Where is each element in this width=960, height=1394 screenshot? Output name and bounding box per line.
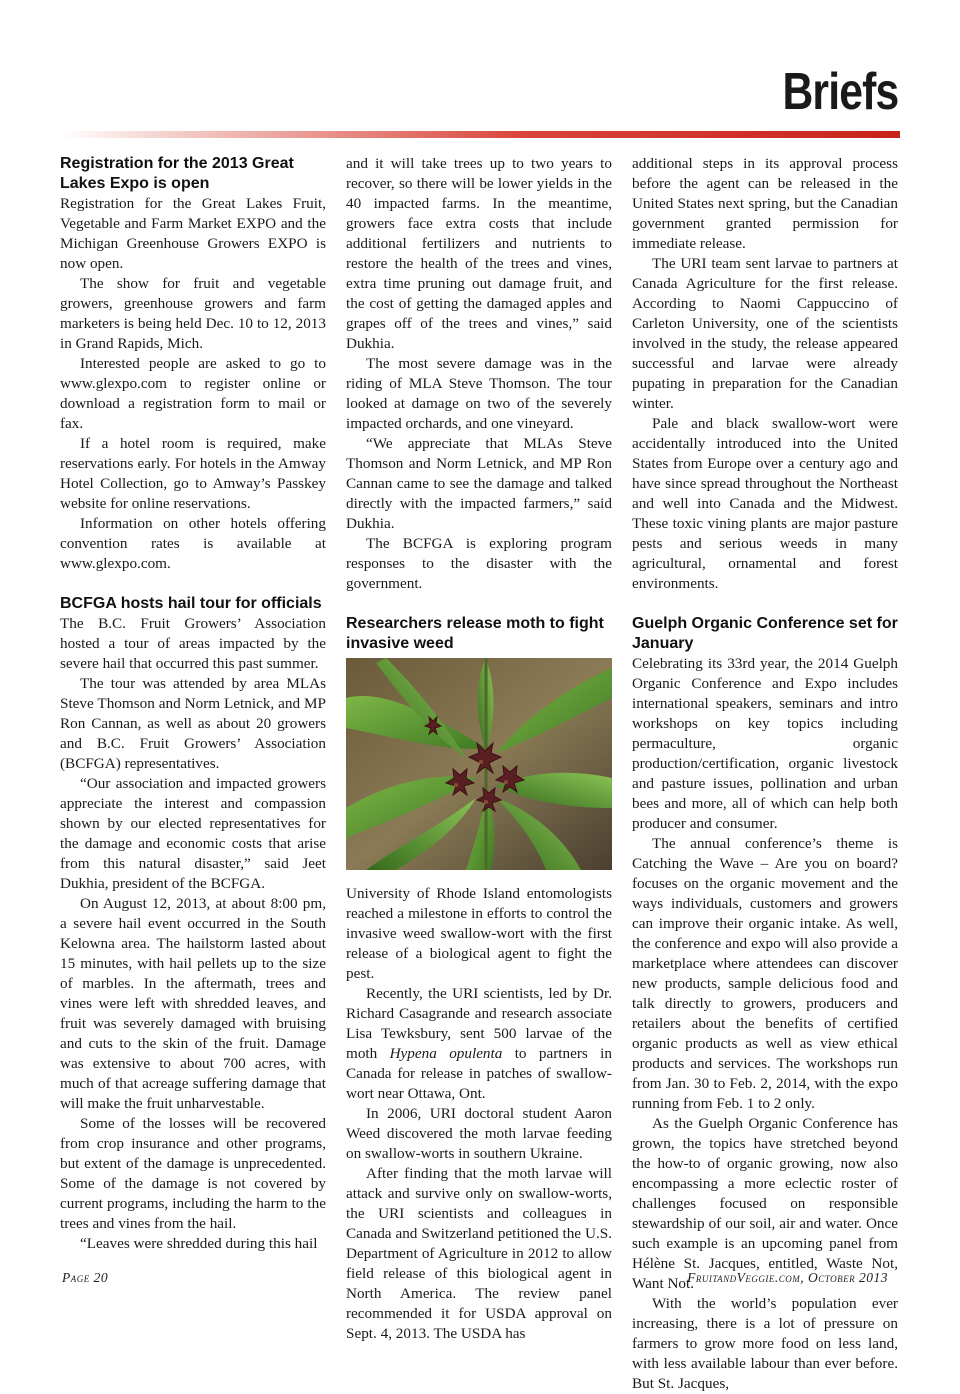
paragraph: The show for fruit and vegetable growers, greenhouse growers and farm marketers is being held Dec. 10 to 12, 2013 in Grand Rapids, Mich. <box>60 275 326 352</box>
paragraph: University of Rhode Island entomologists reached a milestone in efforts to control the invasive weed swallow-wort with the first release of a biological agent to fight the pest. <box>346 885 612 982</box>
paragraph: The annual conference’s theme is Catching the Wave – Are you on board? focuses on the organic movement and the ways individuals, customers and growers can improve their organic intake. As well, the conference and expo will also provide a marketplace where attendees can discover new products, sample delicious food and talk directly to growers, producers and retailers about the benefits of certified organic products as well as view ethical products and services. The workshops run from Jan. 30 to Feb. 2, 2014, with the expo running from Feb. 1 to 2 only. <box>632 835 898 1112</box>
headline-guelph-conference: Guelph Organic Conference set for January <box>632 615 898 652</box>
paragraph: The URI team sent larvae to partners at Canada Agriculture for the first release. According to Naomi Cappuccino of Carleton University, one of the scientists involved in the study, the release appeared successful and larvae were already pupating in preparation for the Canadian winter. <box>632 255 898 412</box>
paragraph: “We appreciate that MLAs Steve Thomson and Norm Letnick, and MP Ron Cannan came to see the damage and talked directly with the impacted farmers,” said Dukhia. <box>346 435 612 532</box>
swallow-wort-image <box>346 658 612 870</box>
paragraph: “Leaves were shredded during this hail <box>80 1235 318 1252</box>
paragraph: additional steps in its approval process before the agent can be released in the United States next spring, but the Canadian government granted permission for immediate release. <box>632 155 898 252</box>
publication-date: FruitandVeggie.com, October 2013 <box>687 1270 888 1285</box>
headline-bcfga-hail-tour: BCFGA hosts hail tour for officials <box>60 595 322 612</box>
paragraph: Some of the losses will be recovered from crop insurance and other programs, but extent of the damage is unprecedented. Some of the damage is not covered by current programs, including the harm to the trees and vines from the hail. <box>60 1115 326 1232</box>
column-1 <box>60 154 326 1254</box>
text-run: Recently, the URI scientists, led by Dr. Richard Casagrande and research associate Lisa Tewksbury, sent 500 larvae of the moth <box>346 985 612 1062</box>
paragraph <box>346 984 612 1104</box>
paragraph: On August 12, 2013, at about 8:00 pm, a severe hail event occurred in the South Kelowna area. The hailstorm lasted about 15 minutes, with hail pellets up to the size of marbles. In the aftermath, trees and vines were left with shredded leaves, and fruit was severely damaged with bruising and cuts to the skin of the fruit. Damage was extensive to about 700 acres, with much of that acreage suffering damage that will make the fruit unharvestable. <box>60 895 326 1112</box>
paragraph: As the Guelph Organic Conference has grown, the topics have stretched beyond the how-to of organic growing, now also encompassing a more eclectic roster of challenges focused on responsible stewardship of our soil, air and water. Once such example is an upcoming panel from Hélène St. Jacques, entitled, Waste Not, Want Not. <box>632 1115 898 1292</box>
paragraph: Information on other hotels offering convention rates is available at www.glexpo.com. <box>60 515 326 572</box>
paragraph: The BCFGA is exploring program responses to the disaster with the government. <box>346 535 612 592</box>
paragraph: The B.C. Fruit Growers’ Association hosted a tour of areas impacted by the severe hail that occurred this past summer. <box>60 615 326 672</box>
headline-moth-release: Researchers release moth to fight invasive weed <box>346 615 604 652</box>
header-rule <box>60 131 900 138</box>
paragraph: Celebrating its 33rd year, the 2014 Guelph Organic Conference and Expo includes international speakers, seminars and intro workshops on key topics including permaculture, organic production/certification, organic livestock and pasture issues, pollination and urban bees and more, all of which can help both producer and consumer. <box>632 655 898 832</box>
paragraph: “Our association and impacted growers appreciate the interest and compassion shown by our elected representatives for the damage and economic costs that arise from this natural disaster,” said Jeet Dukhia, president of the BCFGA. <box>60 775 326 892</box>
section-title: Briefs <box>782 63 898 121</box>
paragraph: Interested people are asked to go to www.glexpo.com to register online or download a registration form to mail or fax. <box>60 355 326 432</box>
species-name: Hypena opulenta <box>389 1045 503 1062</box>
paragraph: The most severe damage was in the riding of MLA Steve Thomson. The tour looked at damage on two of the severely impacted orchards, and one vineyard. <box>346 355 612 432</box>
paragraph: After finding that the moth larvae will attack and survive only on swallow-worts, the URI scientists and colleagues in Canada and Switzerland petitioned the U.S. Department of Agriculture in 2012 to allow field release of this biological agent in North America. The review panel recommended it for USDA approval on Sept. 4, 2013. The USDA has <box>346 1165 612 1342</box>
paragraph: With the world’s population ever increasing, there is a lot of pressure on farmers to grow more food on less land, with less available labour than ever before. But St. Jacques, <box>632 1295 898 1392</box>
text-run: to partners in Canada for release in patches of swallow-wort near Ottawa, Ont. <box>346 1045 612 1102</box>
page-number: Page 20 <box>62 1270 109 1285</box>
headline-great-lakes-expo: Registration for the 2013 Great Lakes Expo is open <box>60 155 294 192</box>
paragraph: Pale and black swallow-wort were accidentally introduced into the United States from Europe over a century ago and have since spread throughout the Northeast and well into Canada and the Midwest. These toxic vining plants are major pasture pests and serious weeds in many agricultural, ornamental and forest environments. <box>632 415 898 592</box>
paragraph: and it will take trees up to two years to recover, so there will be lower yields in the 40 impacted farms. In the meantime, growers face extra costs that include additional fertilizers and nutrients to restore the health of the trees and vines, extra time pruning out damage fruit, and the cost of getting the damaged apples and grapes off of the trees and vines,” said Dukhia. <box>346 155 612 352</box>
paragraph: In 2006, URI doctoral student Aaron Weed discovered the moth larvae feeding on swallow-worts in southern Ukraine. <box>346 1105 612 1162</box>
column-3 <box>632 154 898 1394</box>
column-2 <box>346 154 612 1344</box>
paragraph: Registration for the Great Lakes Fruit, Vegetable and Farm Market EXPO and the Michigan Greenhouse Growers EXPO is now open. <box>60 195 326 272</box>
paragraph: If a hotel room is required, make reservations early. For hotels in the Amway Hotel Collection, go to Amway’s Passkey website for online reservations. <box>60 435 326 512</box>
swallow-wort-photo <box>346 658 612 870</box>
paragraph: The tour was attended by area MLAs Steve Thomson and Norm Letnick, and MP Ron Cannan, as well as about 20 growers and B.C. Fruit Growers’ Association (BCFGA) representatives. <box>60 675 326 772</box>
